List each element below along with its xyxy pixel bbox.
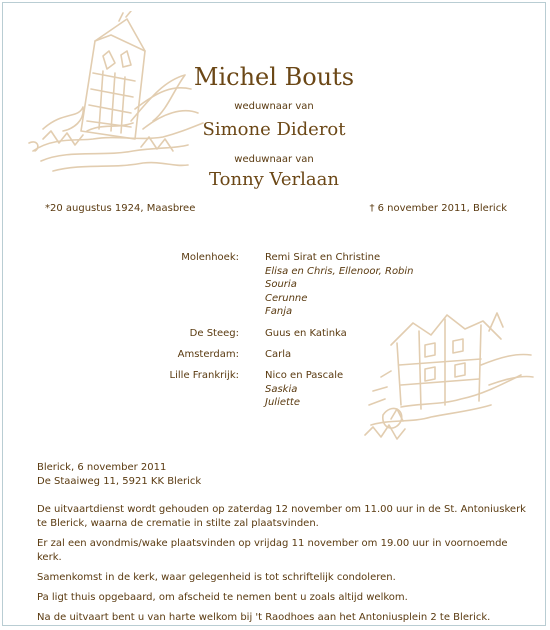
family-child: Saskia	[265, 383, 298, 395]
family-child: Fanja	[265, 306, 293, 317]
spouse-name-2: Tonny Verlaan	[209, 169, 339, 190]
spouse-name-1: Simone Diderot	[202, 119, 346, 140]
family-location: Amsterdam:	[177, 349, 239, 360]
death-date: † 6 november 2011, Blerick	[369, 203, 507, 214]
family-child: Juliette	[265, 397, 300, 408]
relation-label-1: weduwnaar van	[234, 101, 314, 112]
gathering-paragraph: Samenkomst in de kerk, waar gelegenheid is tot schriftelijk condoleren.	[37, 572, 396, 583]
home-address: De Staaiweg 11, 5921 KK Blerick	[37, 476, 202, 487]
family-entry	[265, 369, 343, 410]
family-child: Elisa en Chris, Ellenoor, Robin	[265, 265, 414, 277]
family-entry	[265, 251, 414, 319]
memorial-card	[2, 2, 546, 626]
family-entry	[265, 327, 347, 341]
family-entry	[265, 348, 291, 362]
family-location: De Steeg:	[189, 328, 239, 339]
place-date-block	[37, 461, 527, 489]
funeral-paragraph: De uitvaartdienst wordt gehouden op zaterdag 12 november om 11.00 uur in de St. Antoniuskerk te Blerick, waarna de crematie in stilte zal plaatsvinden.	[37, 504, 526, 529]
relation-label-2: weduwnaar van	[234, 154, 314, 165]
house-sketch-icon	[361, 305, 537, 445]
reception-paragraph: Na de uitvaart bent u van harte welkom bij 't Raodhoes aan het Antoniusplein 2 te Blerick.	[37, 612, 491, 623]
family-location: Lille Frankrijk:	[169, 370, 239, 381]
family-location: Molenhoek:	[181, 252, 239, 263]
wake-paragraph: Er zal een avondmis/wake plaatsvinden op vrijdag 11 november om 19.00 uur in voornoemde kerk.	[37, 538, 508, 563]
funeral-details	[37, 503, 527, 625]
family-main: Remi Sirat en Christine	[265, 252, 381, 263]
home-viewing-paragraph: Pa ligt thuis opgebaard, om afscheid te nemen bent u zoals altijd welkom.	[37, 592, 408, 603]
place-date: Blerick, 6 november 2011	[37, 462, 167, 473]
family-main: Nico en Pascale	[265, 370, 344, 381]
family-child: Cerunne	[265, 292, 308, 304]
deceased-name: Michel Bouts	[193, 63, 355, 91]
birth-date: *20 augustus 1924, Maasbree	[45, 203, 196, 214]
family-main: Carla	[265, 349, 292, 360]
family-child: Souria	[265, 279, 297, 290]
family-main: Guus en Katinka	[265, 328, 347, 339]
